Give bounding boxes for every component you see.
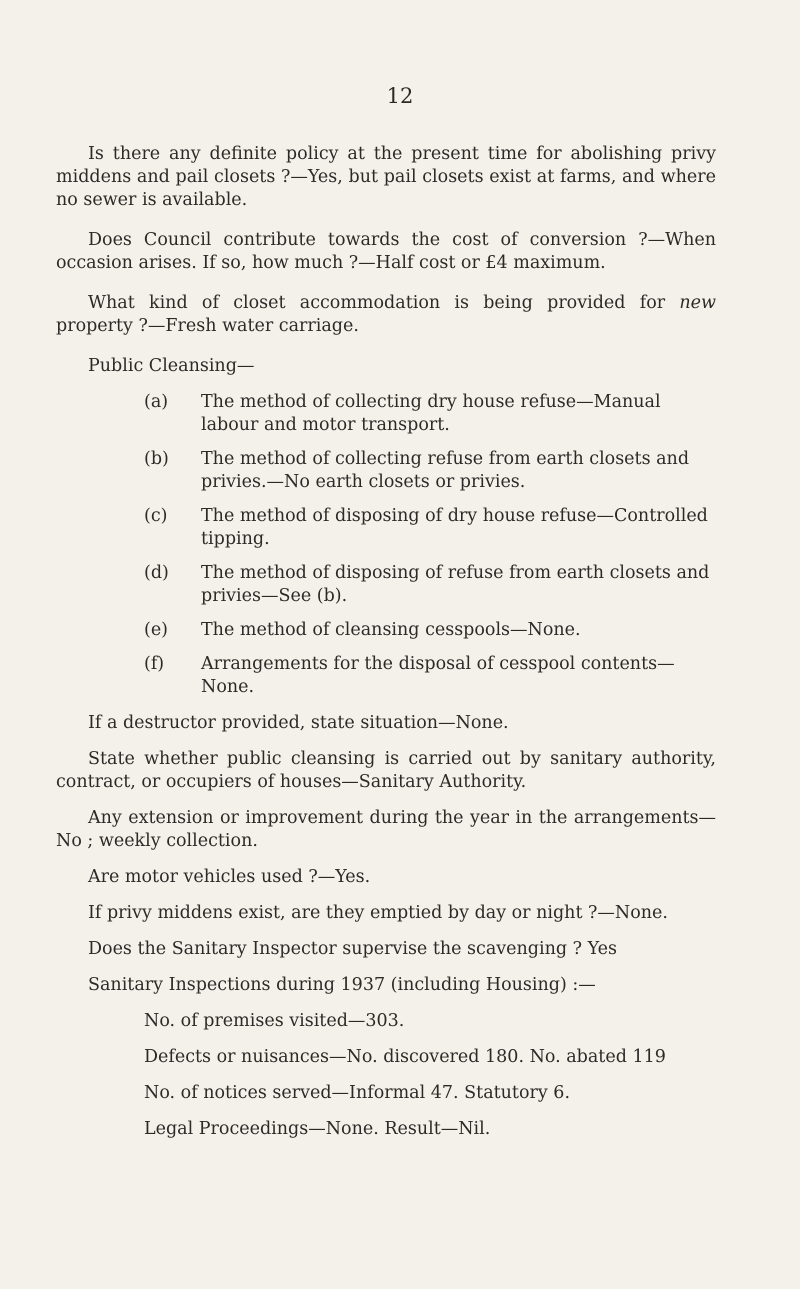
item-text: The method of cleansing cesspools—None. [201, 620, 581, 640]
cleansing-item-d [144, 562, 716, 608]
item-label: (f) [144, 654, 165, 674]
cleansing-item-c [144, 505, 716, 551]
item-label: (a) [144, 392, 169, 412]
privy-policy-paragraph: Is there any definite policy at the present time for abolishing privy middens and pail closets ?—Yes, but pail closets exist at farms, and where no sewer is available. [56, 144, 716, 210]
notices-line: No. of notices served—Informal 47. Statutory 6. [144, 1083, 571, 1103]
closet-kind-paragraph [56, 292, 716, 338]
inspections-heading: Sanitary Inspections during 1937 (including Housing) :— [88, 975, 596, 995]
closet-kind-text-after: property ?—Fresh water carriage. [56, 316, 359, 336]
cleansing-item-e [144, 619, 716, 642]
closet-kind-italic: new [679, 293, 716, 313]
privy-emptied-paragraph: If privy middens exist, are they emptied by day or night ?—None. [88, 903, 668, 923]
cleansing-item-f [144, 653, 716, 699]
destructor-paragraph: If a destructor provided, state situation—None. [88, 713, 509, 733]
cleansing-item-a [144, 391, 716, 437]
council-contribution-paragraph: Does Council contribute towards the cost of conversion ?—When occasion arises. If so, how much ?—Half cost or £4 maximum. [56, 230, 716, 273]
item-text: Arrangements for the disposal of cesspool contents—None. [201, 654, 675, 697]
premises-visited-line: No. of premises visited—303. [144, 1011, 405, 1031]
item-label: (d) [144, 563, 169, 583]
item-text: The method of collecting refuse from earth closets and privies.—No earth closets or privies. [201, 449, 690, 492]
closet-kind-text-before: What kind of closet accommodation is being provided for [88, 293, 666, 313]
item-label: (b) [144, 449, 169, 469]
public-cleansing-heading: Public Cleansing— [88, 356, 255, 376]
legal-proceedings-line: Legal Proceedings—None. Result—Nil. [144, 1119, 491, 1139]
defects-line: Defects or nuisances—No. discovered 180. No. abated 119 [144, 1047, 666, 1067]
item-label: (e) [144, 620, 169, 640]
cleansing-item-b [144, 448, 716, 494]
motor-vehicles-paragraph: Are motor vehicles used ?—Yes. [88, 867, 371, 887]
cleansing-authority-paragraph: State whether public cleansing is carried out by sanitary authority, contract, or occupiers of houses—Sanitary Authority. [56, 749, 716, 792]
document-body [56, 143, 716, 1141]
item-text: The method of disposing of dry house refuse—Controlled tipping. [201, 506, 708, 549]
extension-paragraph: Any extension or improvement during the year in the arrangements—No ; weekly collection. [56, 808, 716, 851]
page-number: 12 [386, 84, 414, 108]
inspector-supervise-paragraph: Does the Sanitary Inspector supervise the scavenging ? Yes [88, 939, 617, 959]
item-text: The method of disposing of refuse from earth closets and privies—See (b). [201, 563, 710, 606]
item-text: The method of collecting dry house refuse—Manual labour and motor transport. [201, 392, 661, 435]
item-label: (c) [144, 506, 168, 526]
